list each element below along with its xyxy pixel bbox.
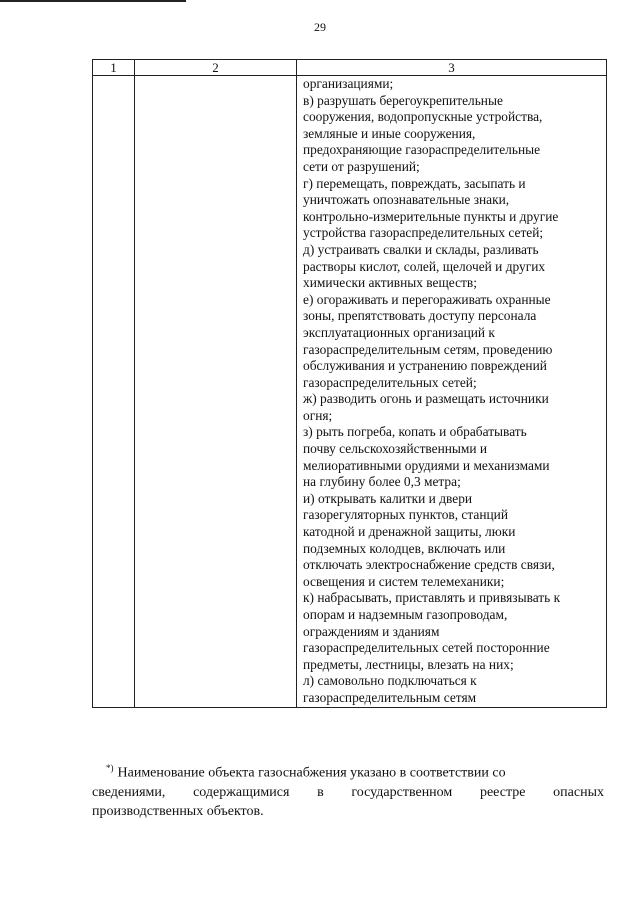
footnote-word: государственном xyxy=(351,784,453,800)
table-header-row xyxy=(93,60,607,76)
text-line: зоны, препятствовать доступу персонала xyxy=(303,308,537,324)
page-number: 29 xyxy=(314,20,326,34)
text-line: мелиоративными орудиями и механизмами xyxy=(303,457,550,473)
cell-column-2 xyxy=(135,76,297,708)
text-line: огня; xyxy=(303,407,333,423)
text-line: газораспределительных сетей посторонние xyxy=(303,640,550,656)
text-line: сети от разрушений; xyxy=(303,158,420,174)
corner-rule xyxy=(0,0,186,2)
text-line: освещения и систем телемеханики; xyxy=(303,573,505,589)
text-line: газораспределительным сетям xyxy=(303,689,477,705)
text-line: контрольно-измерительные пункты и другие xyxy=(303,208,559,224)
text-line: почву сельскохозяйственными и xyxy=(303,441,488,457)
text-line: эксплуатационных организаций к xyxy=(303,324,495,340)
footnote xyxy=(92,759,604,821)
text-line: сооружения, водопропускные устройства, xyxy=(303,109,543,125)
column-header-2: 2 xyxy=(135,60,297,76)
text-line: и) открывать калитки и двери xyxy=(303,490,473,506)
text-line: газорегуляторных пунктов, станций xyxy=(303,507,509,523)
text-line: л) самовольно подключаться к xyxy=(303,673,477,689)
footnote-line-1 xyxy=(106,759,604,783)
text-line: в) разрушать берегоукрепительные xyxy=(303,92,503,108)
footnote-word: опасных xyxy=(553,784,604,800)
text-line: на глубину более 0,3 метра; xyxy=(303,474,461,490)
column-header-3: 3 xyxy=(297,60,607,76)
footnote-line-2 xyxy=(92,783,604,802)
text-line: газораспределительных сетей; xyxy=(303,374,477,390)
footnote-marker: *) xyxy=(106,763,114,773)
footnote-first-line xyxy=(106,759,506,783)
footnote-line-3: производственных объектов. xyxy=(92,803,264,819)
text-line: отключать электроснабжение средств связи, xyxy=(303,557,555,573)
text-line: предохраняющие газораспределительные xyxy=(303,142,541,158)
footnote-word: содержащимися xyxy=(193,784,290,800)
text-line: обслуживания и устранению повреждений xyxy=(303,358,547,374)
cell-column-1 xyxy=(93,76,135,708)
text-line: устройства газораспределительных сетей; xyxy=(303,225,544,241)
text-line: организациями; xyxy=(303,76,394,91)
text-line: уничтожать опознавательные знаки, xyxy=(303,192,510,208)
footnote-line-1-text: Наименование объекта газоснабжения указано в соответствии со xyxy=(117,765,506,781)
document-table xyxy=(92,59,607,708)
text-line: ограждениям и зданиям xyxy=(303,623,440,639)
text-line: д) устраивать свалки и склады, разливать xyxy=(303,241,539,257)
footnote-word: в xyxy=(317,784,324,800)
text-line: з) рыть погреба, копать и обрабатывать xyxy=(303,424,527,440)
text-line: растворы кислот, солей, щелочей и других xyxy=(303,258,546,274)
text-line: к) набрасывать, приставлять и привязывать к xyxy=(303,590,561,606)
column-header-1: 1 xyxy=(93,60,135,76)
text-line: химически активных веществ; xyxy=(303,275,477,291)
footnote-word: реестре xyxy=(479,784,526,800)
text-line: газораспределительным сетям, проведению xyxy=(303,341,553,357)
text-line: ж) разводить огонь и размещать источники xyxy=(303,391,549,407)
text-line: г) перемещать, повреждать, засыпать и xyxy=(303,175,526,191)
text-line: е) огораживать и перегораживать охранные xyxy=(303,291,551,307)
cell-column-3 xyxy=(297,76,607,708)
footnote-word: сведениями, xyxy=(92,784,166,800)
text-line: предметы, лестницы, влезать на них; xyxy=(303,656,514,672)
text-line: подземных колодцев, включать или xyxy=(303,540,506,556)
text-line: земляные и иные сооружения, xyxy=(303,125,476,141)
table-row xyxy=(93,76,607,708)
text-line: катодной и дренажной защиты, люки xyxy=(303,524,516,540)
text-line: опорам и надземным газопроводам, xyxy=(303,607,508,622)
